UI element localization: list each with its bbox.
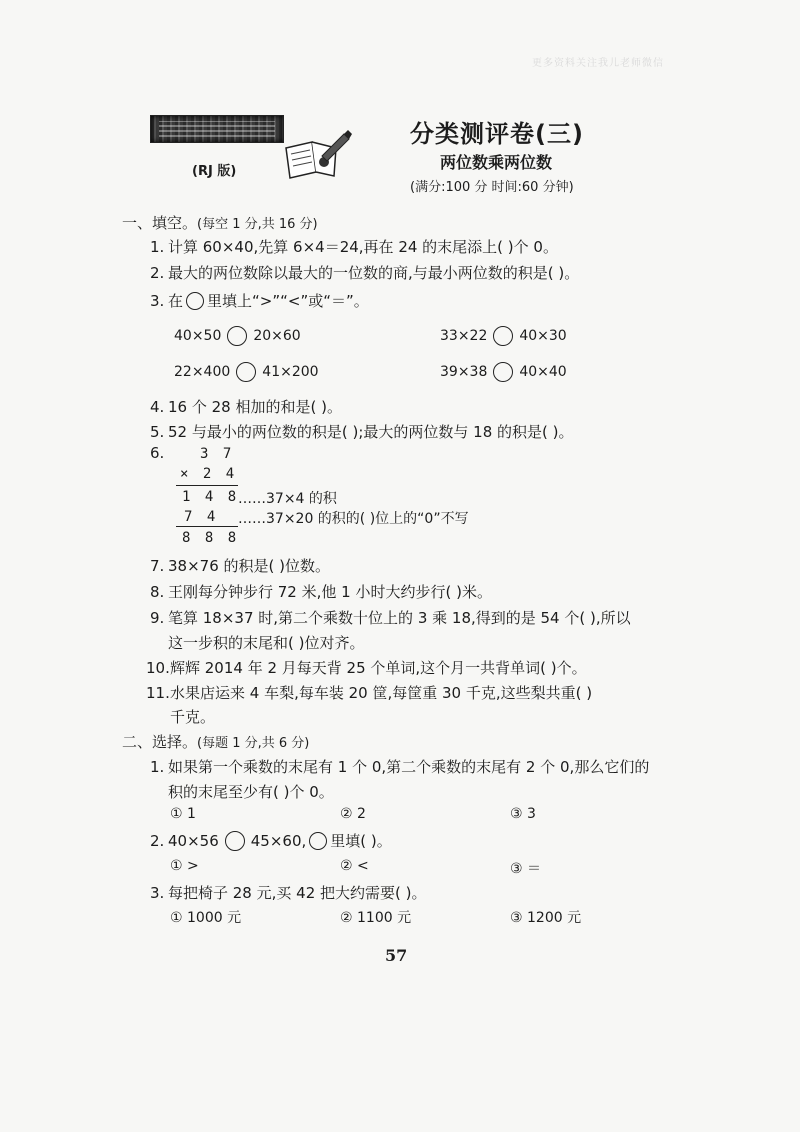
question-1-4: 4. 16 个 28 相加的和是( )。 bbox=[150, 398, 342, 416]
option-c[interactable]: ③ ＝ bbox=[510, 861, 542, 877]
multiplication-row: 7 4 bbox=[184, 509, 219, 525]
option-b[interactable]: ② 2 bbox=[340, 806, 366, 822]
section-1-heading bbox=[122, 212, 318, 233]
answer-circle[interactable] bbox=[227, 326, 247, 346]
question-1-6-number: 6. bbox=[150, 444, 165, 462]
compare-item: 40×50 20×60 bbox=[174, 328, 301, 344]
section-2-title: 二、选择。 bbox=[122, 733, 198, 751]
question-2-1-line2: 积的末尾至少有( )个 0。 bbox=[168, 783, 334, 801]
book-pencil-icon bbox=[282, 128, 352, 184]
question-1-10: 10.辉辉 2014 年 2 月每天背 25 个单词,这个月一共背单词( )个。 bbox=[146, 659, 587, 677]
compare-circle-icon bbox=[186, 292, 204, 310]
series-banner-logo bbox=[150, 115, 284, 143]
question-1-2: 2. 最大的两位数除以最大的一位数的商,与最小两位数的积是( )。 bbox=[150, 264, 580, 282]
watermark-text: 更多资料关注我儿老师微信 bbox=[532, 58, 664, 69]
option-a[interactable]: ① 1 bbox=[170, 806, 196, 822]
multiplication-rule bbox=[176, 485, 238, 486]
multiplication-rule bbox=[176, 526, 238, 527]
page-subtitle: 两位数乘两位数 bbox=[440, 153, 553, 172]
compare-item: 22×400 41×200 bbox=[174, 364, 319, 380]
edition-label: (RJ 版) bbox=[192, 164, 237, 179]
option-b[interactable]: ② 1100 元 bbox=[340, 910, 412, 926]
score-time-info: (满分:100 分 时间:60 分钟) bbox=[410, 180, 574, 195]
question-2-3: 3. 每把椅子 28 元,买 42 把大约需要( )。 bbox=[150, 884, 427, 902]
page-number: 57 bbox=[385, 946, 408, 965]
compare-circle-icon bbox=[309, 832, 327, 850]
option-c[interactable]: ③ 1200 元 bbox=[510, 910, 582, 926]
section-2-note: (每题 1 分,共 6 分) bbox=[197, 736, 310, 751]
answer-circle[interactable] bbox=[493, 326, 513, 346]
question-1-11: 11.水果店运来 4 车梨,每车装 20 筐,每筐重 30 千克,这些梨共重( ) bbox=[146, 684, 593, 702]
multiplication-row: 1 4 8 bbox=[182, 489, 240, 505]
question-1-5: 5. 52 与最小的两位数的积是( );最大的两位数与 18 的积是( )。 bbox=[150, 423, 574, 441]
question-1-7: 7. 38×76 的积是( )位数。 bbox=[150, 557, 330, 575]
compare-item: 39×38 40×40 bbox=[440, 364, 567, 380]
multiplication-row: × 2 4 bbox=[180, 466, 238, 482]
option-b[interactable]: ② < bbox=[340, 858, 369, 874]
question-1-8: 8. 王刚每分钟步行 72 米,他 1 小时大约步行( )米。 bbox=[150, 583, 492, 601]
question-1-1: 1. 计算 60×40,先算 6×4＝24,再在 24 的末尾添上( )个 0。 bbox=[150, 238, 558, 256]
section-2-heading bbox=[122, 731, 309, 752]
multiplication-note: ……37×20 的积的( )位上的“0”不写 bbox=[238, 511, 469, 527]
option-c[interactable]: ③ 3 bbox=[510, 806, 536, 822]
option-a[interactable]: ① > bbox=[170, 858, 199, 874]
option-a[interactable]: ① 1000 元 bbox=[170, 910, 242, 926]
question-1-3: 3. 在 里填上“>”“<”或“＝”。 bbox=[150, 291, 369, 310]
answer-circle[interactable] bbox=[236, 362, 256, 382]
question-2-1: 1. 如果第一个乘数的末尾有 1 个 0,第二个乘数的末尾有 2 个 0,那么它们的 bbox=[150, 758, 650, 776]
question-1-9: 9. 笔算 18×37 时,第二个乘数十位上的 3 乘 18,得到的是 54 个( ),所以 bbox=[150, 609, 631, 627]
compare-item: 33×22 40×30 bbox=[440, 328, 567, 344]
multiplication-row: 8 8 8 bbox=[182, 530, 240, 546]
section-1-note: (每空 1 分,共 16 分) bbox=[197, 217, 318, 232]
multiplication-row: 3 7 bbox=[200, 446, 235, 462]
page-title: 分类测评卷(三) bbox=[410, 120, 584, 148]
section-1-title: 一、填空。 bbox=[122, 214, 198, 232]
answer-circle[interactable] bbox=[225, 831, 245, 851]
multiplication-note: ……37×4 的积 bbox=[238, 491, 337, 507]
question-2-2: 2. 40×56 45×60, 里填( )。 bbox=[150, 831, 392, 850]
question-1-11-line2: 千克。 bbox=[170, 708, 216, 726]
question-1-9-line2: 这一步积的末尾和( )位对齐。 bbox=[168, 634, 365, 652]
answer-circle[interactable] bbox=[493, 362, 513, 382]
